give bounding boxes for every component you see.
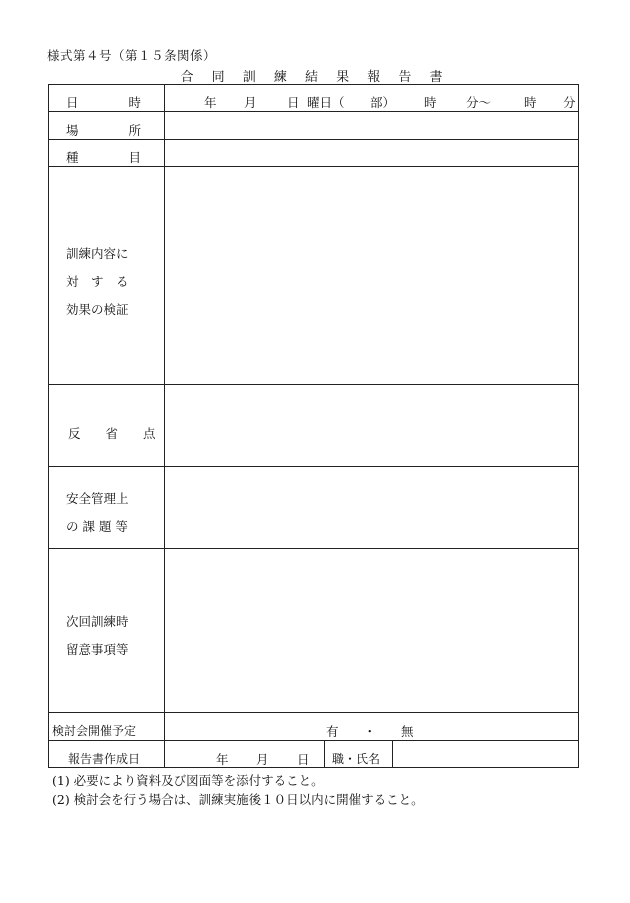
note-2: (2) 検討会を行う場合は、訓練実施後１０日以内に開催すること。 <box>52 792 424 807</box>
type-label: 種 目 <box>66 150 142 165</box>
review-meeting-label: 検討会開催予定 <box>52 724 137 738</box>
datetime-hour-end: 時 <box>524 95 537 110</box>
safety-label-line-2: の 課 題 等 <box>66 519 128 534</box>
form-number: 様式第４号（第１５条関係） <box>47 48 217 63</box>
safety-field[interactable] <box>165 467 578 547</box>
next-training-field[interactable] <box>165 549 578 711</box>
next-training-label <box>66 608 129 664</box>
reflection-label: 反 省 点 <box>68 426 156 441</box>
datetime-month: 月 <box>244 95 257 110</box>
datetime-weekday: 曜日（ <box>307 95 345 110</box>
datetime-minute-start: 分～ <box>466 95 492 110</box>
effect-label-line-3: 効果の検証 <box>66 302 129 317</box>
next-training-label-line-1: 次回訓練時 <box>66 614 129 629</box>
note-1: (1) 必要により資料及び図面等を添付すること。 <box>52 773 324 788</box>
type-field[interactable] <box>165 140 578 165</box>
datetime-dept: 部） <box>370 95 396 110</box>
place-label: 場 所 <box>66 123 142 138</box>
form-title: 合 同 訓 練 結 果 報 告 書 <box>180 70 450 85</box>
review-meeting-options[interactable]: 有 ・ 無 <box>326 724 414 739</box>
datetime-label: 日 時 <box>66 95 142 110</box>
report-date-year: 年 <box>216 752 229 767</box>
place-field[interactable] <box>165 112 578 138</box>
effect-label <box>66 240 129 324</box>
datetime-day: 日 <box>287 95 300 110</box>
position-name-label: 職・氏名 <box>332 752 381 766</box>
position-name-field[interactable] <box>393 741 578 767</box>
datetime-hour-start: 時 <box>424 95 437 110</box>
effect-label-line-1: 訓練内容に <box>66 246 129 261</box>
next-training-label-line-2: 留意事項等 <box>66 642 129 657</box>
datetime-year: 年 <box>204 95 217 110</box>
cell-divider <box>324 740 325 768</box>
effect-label-line-2: 対 す る <box>66 274 129 289</box>
effect-field[interactable] <box>165 167 578 383</box>
reflection-field[interactable] <box>165 385 578 465</box>
row-divider <box>48 712 579 713</box>
safety-label <box>66 485 129 541</box>
report-date-label: 報告書作成日 <box>68 752 141 766</box>
safety-label-line-1: 安全管理上 <box>66 491 129 506</box>
datetime-minute-end: 分 <box>563 95 576 110</box>
report-date-month: 月 <box>256 752 269 767</box>
report-date-day: 日 <box>297 752 310 767</box>
